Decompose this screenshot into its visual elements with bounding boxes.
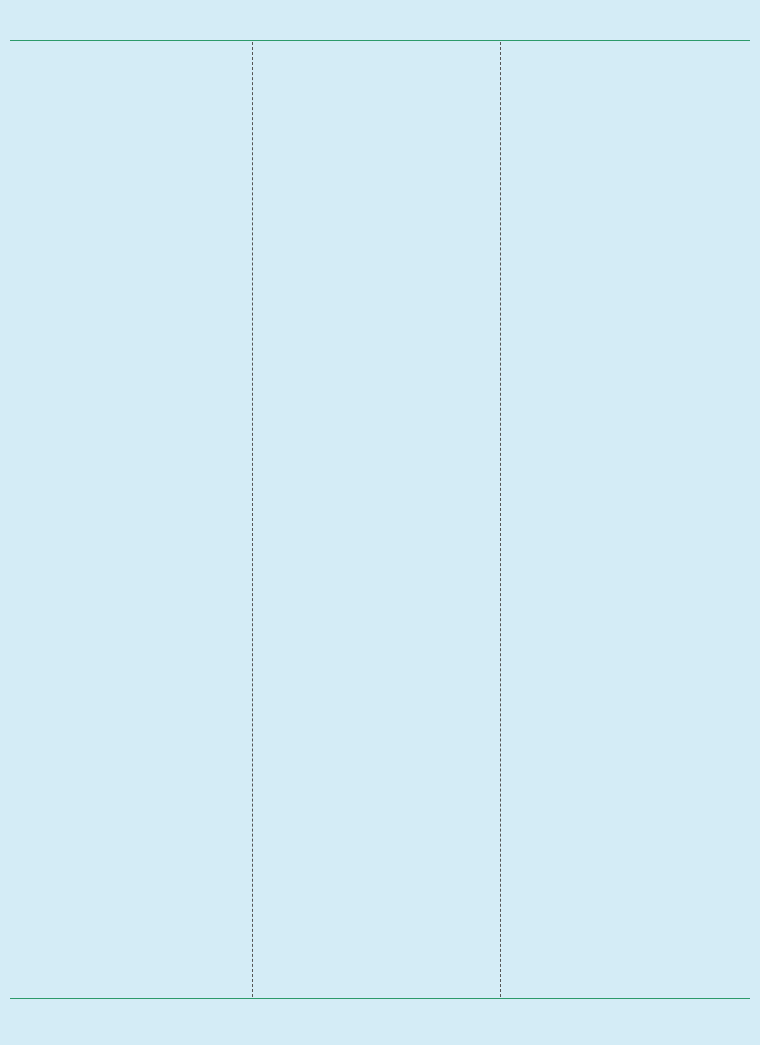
divider-left [252,42,253,997]
divider-right [500,42,501,997]
bottom-rule [10,998,750,999]
top-rule [10,40,750,41]
